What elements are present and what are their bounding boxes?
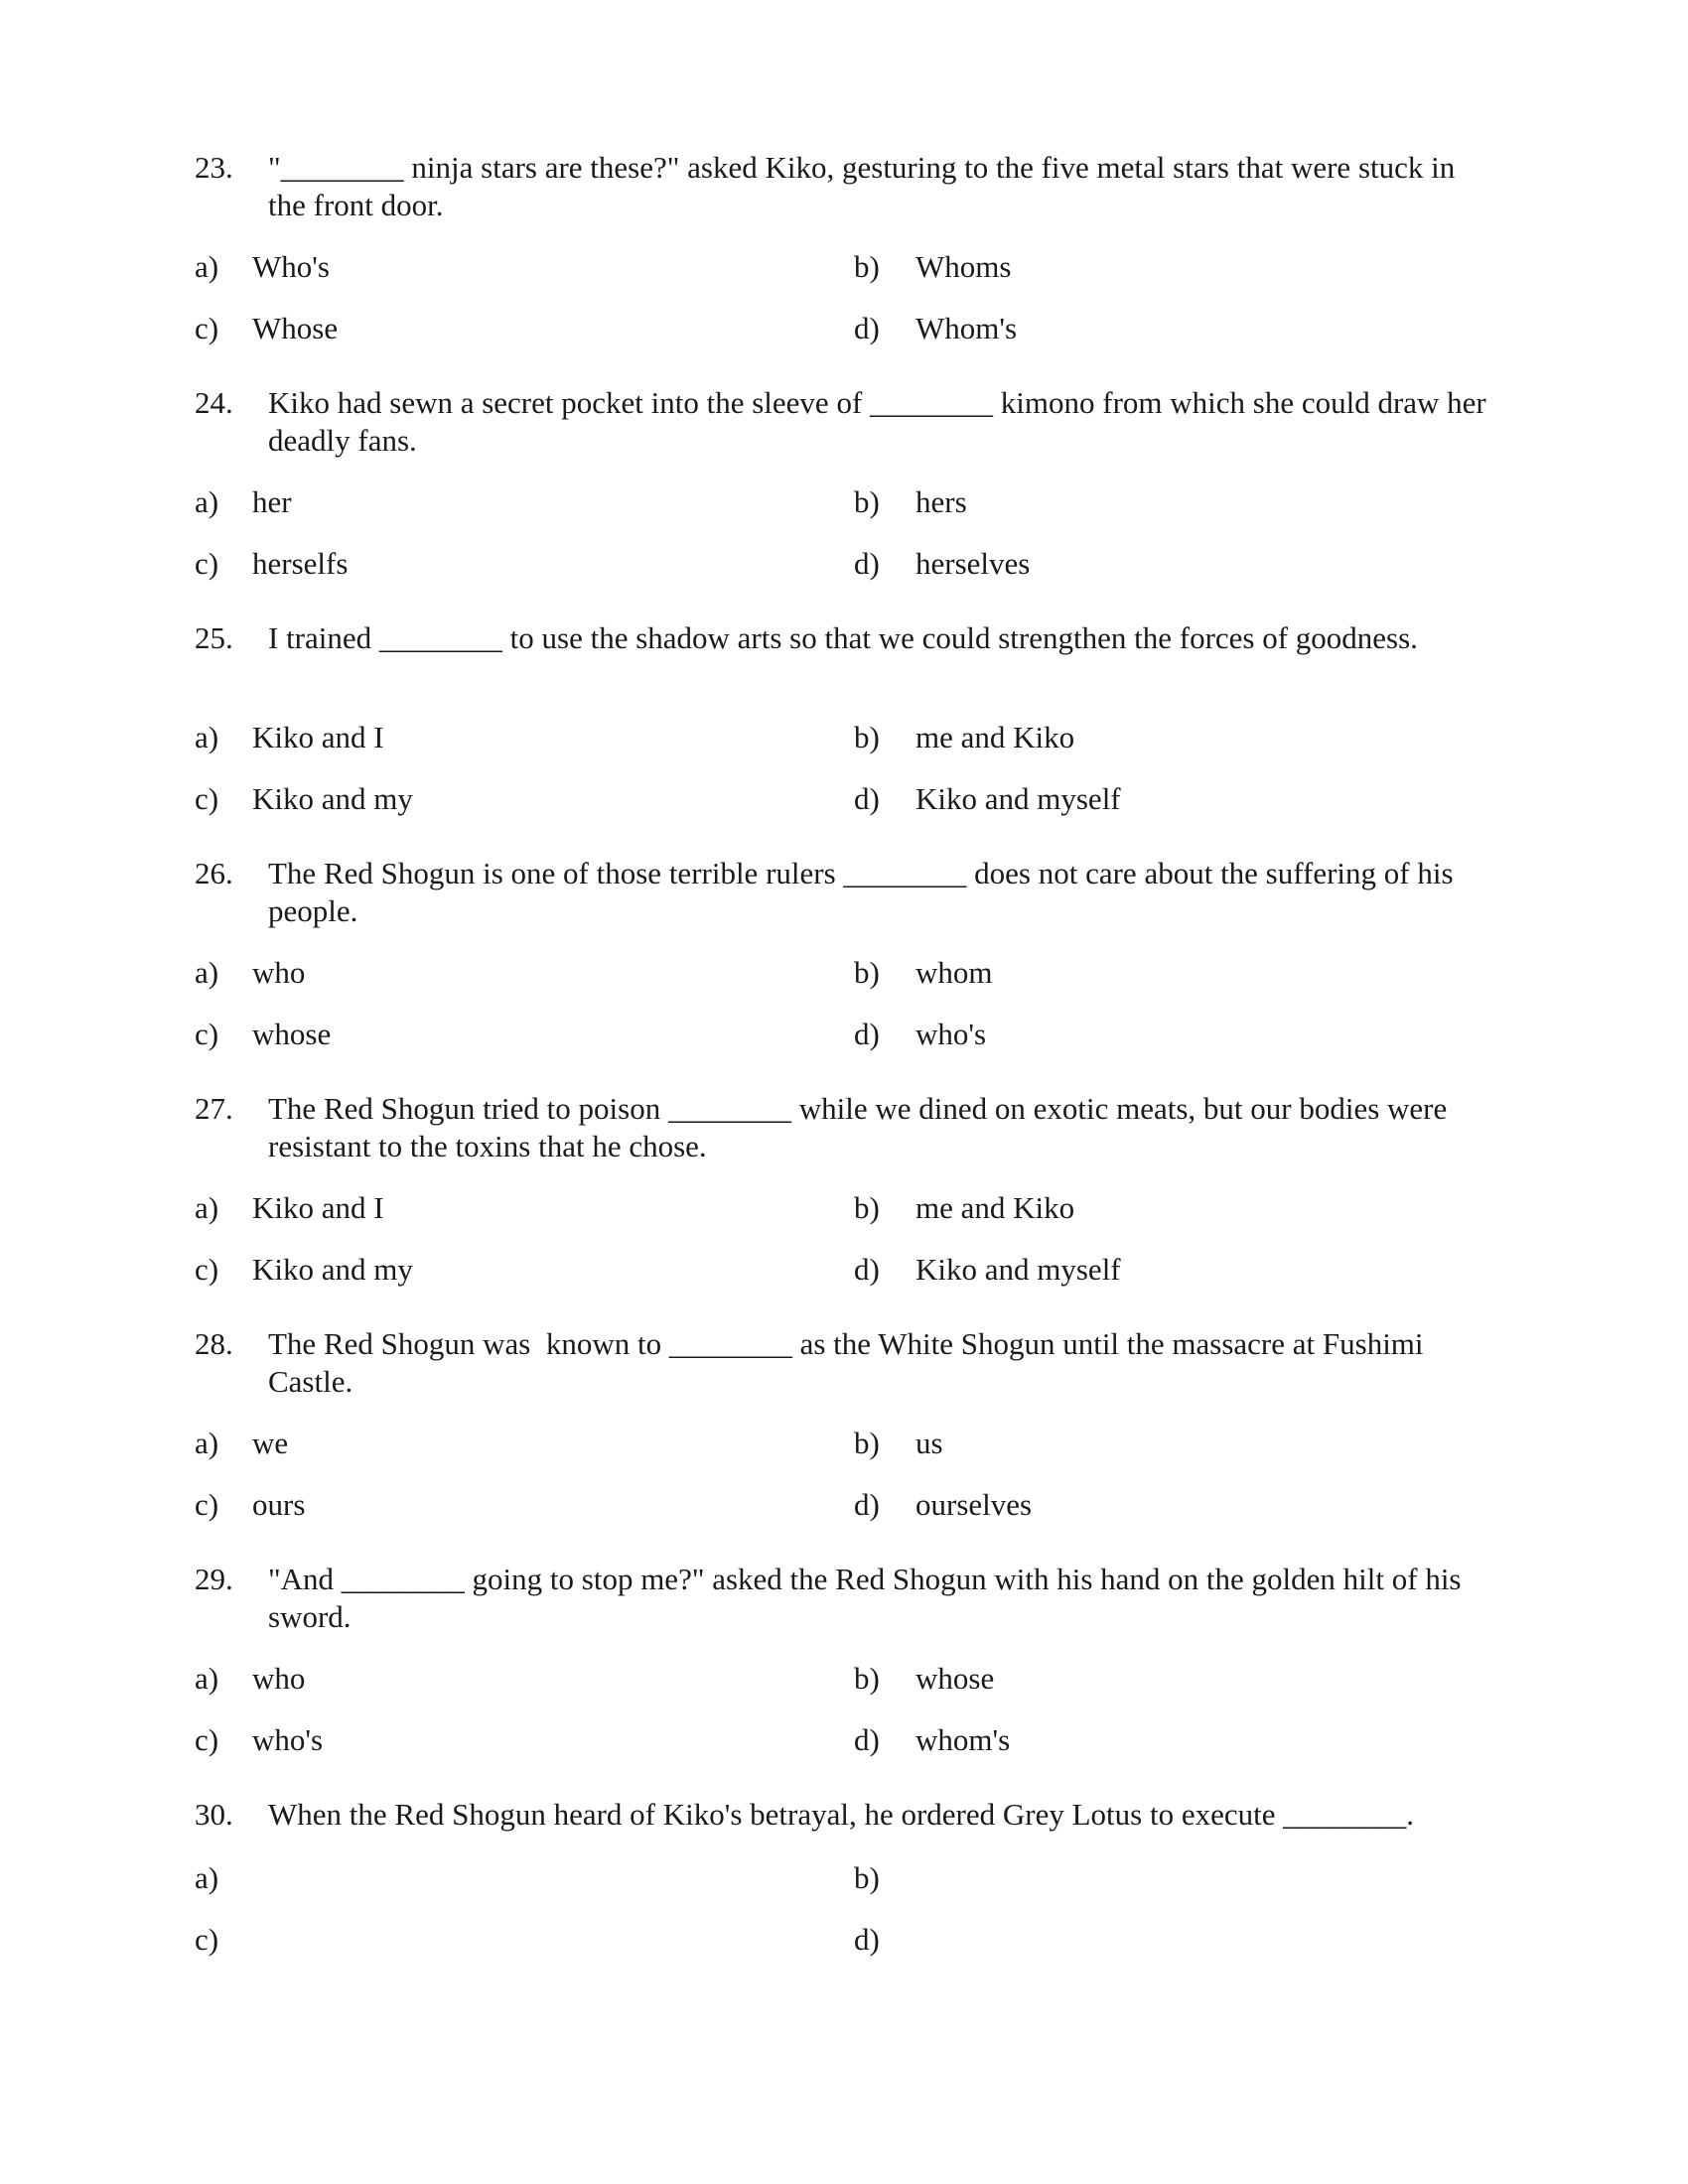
option-letter: d) [854,1252,880,1287]
option-text: who [252,1661,306,1696]
option-text: Kiko and I [252,1190,384,1225]
option-text: who's [252,1722,324,1757]
question-number: 28. [195,1326,233,1361]
option-letter: a) [195,484,219,519]
option-text: whom [915,955,993,990]
question-number: 25. [195,620,233,655]
option-letter: c) [195,1722,219,1757]
option-letter: d) [854,1487,880,1522]
option-letter: d) [854,781,880,816]
option-b [854,1859,915,1897]
option-a [195,1660,305,1698]
option-a [195,1859,252,1897]
question-number: 26. [195,856,233,890]
question-27 [195,1090,1525,1318]
option-c [195,310,338,347]
option-letter: b) [854,720,880,754]
option-c [195,1921,252,1959]
option-text: whose [915,1661,995,1696]
option-b [854,719,1074,756]
question-number: 24. [195,385,233,420]
option-letter: c) [195,546,219,581]
question-text: The Red Shogun is one of those terrible rulers ________ does not care about the suffering of his people. [268,856,1454,928]
question-number: 23. [195,150,233,185]
option-d [854,780,1121,818]
option-d [854,545,1030,583]
option-b [854,248,1011,286]
option-text: Whose [252,311,339,345]
question-26 [195,855,1525,1083]
option-letter: a) [195,955,219,990]
option-text: Kiko and myself [915,1252,1121,1287]
option-a [195,483,292,521]
option-text: ours [252,1487,306,1522]
option-text: us [915,1426,943,1460]
option-letter: a) [195,1661,219,1696]
option-letter: d) [854,311,880,345]
option-d [854,310,1017,347]
option-d [854,1921,915,1959]
option-letter: c) [195,311,219,345]
question-23 [195,149,1525,377]
option-c [195,1016,331,1053]
question-text: The Red Shogun tried to poison ________ while we dined on exotic meats, but our bodies were resistant to the toxins that he chose. [268,1091,1448,1163]
question-24 [195,384,1525,613]
option-d [854,1721,1010,1759]
option-letter: c) [195,1487,219,1522]
option-letter: b) [854,484,880,519]
option-text: whose [252,1017,332,1051]
option-text: who [252,955,306,990]
option-letter: d) [854,1017,880,1051]
option-text: Who's [252,249,330,284]
option-a [195,248,330,286]
option-letter: c) [195,1017,219,1051]
option-d [854,1486,1032,1524]
option-c [195,780,413,818]
option-text: me and Kiko [915,720,1075,754]
option-d [854,1016,986,1053]
option-a [195,954,305,992]
option-letter: b) [854,1190,880,1225]
option-d [854,1251,1121,1289]
option-text: Whoms [915,249,1012,284]
option-letter: c) [195,1252,219,1287]
option-text: me and Kiko [915,1190,1075,1225]
option-text: we [252,1426,289,1460]
option-letter: a) [195,720,219,754]
option-text: herselves [915,546,1031,581]
option-letter: c) [195,781,219,816]
option-text: whom's [915,1722,1011,1757]
option-a [195,1189,384,1227]
question-text: "And ________ going to stop me?" asked the Red Shogun with his hand on the golden hilt of his sword. [268,1562,1462,1634]
option-letter: a) [195,249,219,284]
option-letter: b) [854,955,880,990]
option-text: her [252,484,292,519]
option-letter: a) [195,1426,219,1460]
option-letter: b) [854,1426,880,1460]
option-a [195,719,384,756]
option-text: Kiko and I [252,720,384,754]
option-b [854,1660,994,1698]
option-c [195,1721,323,1759]
question-number: 29. [195,1562,233,1596]
option-b [854,1425,943,1462]
question-25 [195,619,1525,848]
question-text: Kiko had sewn a secret pocket into the sleeve of ________ kimono from which she could draw her deadly fans. [268,385,1486,458]
question-text: "________ ninja stars are these?" asked Kiko, gesturing to the five metal stars that were stuck in the front door. [268,150,1456,222]
option-text: Kiko and myself [915,781,1121,816]
option-letter: c) [195,1922,219,1957]
option-letter: a) [195,1860,219,1895]
option-letter: d) [854,1722,880,1757]
option-text: who's [915,1017,987,1051]
option-text: ourselves [915,1487,1033,1522]
option-letter: a) [195,1190,219,1225]
question-28 [195,1325,1525,1554]
option-b [854,1189,1074,1227]
question-text: When the Red Shogun heard of Kiko's betrayal, he ordered Grey Lotus to execute ________. [268,1797,1414,1832]
question-text: I trained ________ to use the shadow arts so that we could strengthen the forces of goodness. [268,620,1418,655]
option-letter: b) [854,1661,880,1696]
option-text: herselfs [252,546,349,581]
question-number: 27. [195,1091,233,1126]
option-letter: b) [854,249,880,284]
option-text: Whom's [915,311,1018,345]
option-b [854,954,993,992]
option-text: Kiko and my [252,781,413,816]
option-letter: d) [854,546,880,581]
question-29 [195,1561,1525,1789]
option-letter: d) [854,1922,880,1957]
question-text: The Red Shogun was known to ________ as the White Shogun until the massacre at Fushimi Castle. [268,1326,1432,1399]
option-text: Kiko and my [252,1252,413,1287]
question-number: 30. [195,1797,233,1832]
option-text: hers [915,484,967,519]
option-a [195,1425,288,1462]
option-c [195,1251,413,1289]
option-c [195,1486,305,1524]
option-letter: b) [854,1860,880,1895]
option-c [195,545,348,583]
question-30 [195,1796,1525,2024]
option-b [854,483,967,521]
